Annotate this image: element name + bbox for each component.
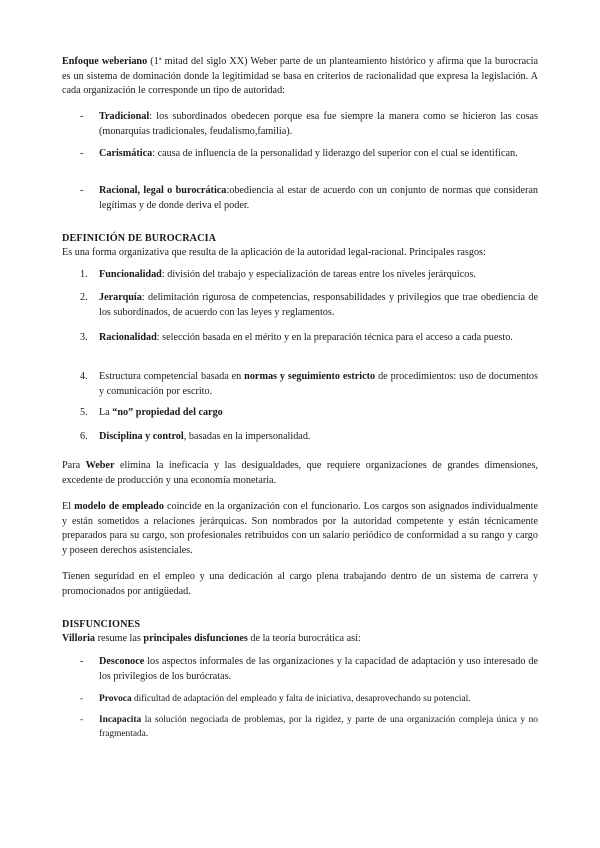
weber-paragraph: Para Weber elimina la ineficacia y las desigualdades, que requiere organizaciones de grandes dimensiones, excedente de producción y una economía monetaria. <box>62 460 539 486</box>
trait-item: 5. La “no” propiedad del cargo <box>80 407 223 418</box>
authority-item-rational: - Racional, legal o burocrática:obediencia al estar de acuerdo con un conjunto de normas que consideran legítimas y de donde deriva el poder. <box>80 185 538 211</box>
authority-item-charismatic: - Carismática: causa de influencia de la personalidad y liderazgo del superior con el cual se identifican. <box>80 148 518 159</box>
dysfunctions-heading: DISFUNCIONES <box>62 619 141 630</box>
dysfunction-item: - Incapacita la solución negociada de problemas, por la rigidez, y parte de una organización compleja única y no fragmentada. <box>80 715 538 740</box>
trait-item: 3. Racionalidad: selección basada en el mérito y en la preparación técnica para el acceso a cada puesto. <box>80 332 513 343</box>
definition-heading: DEFINICIÓN DE BUROCRACIA <box>62 233 217 244</box>
employee-model-paragraph: El modelo de empleado coincide en la organización con el funcionario. Los cargos son asignados individualmente y están sometidos a relaciones jerárquicas. Son nombrados por la autoridad competente y están técnicamente preparados para su cargo, son profesionales retribuidos con un salario periódico de conformidad a su rango y cargo y poseen derechos asistenciales. <box>62 501 538 556</box>
dysfunctions-intro: Villoria resume las principales disfunciones de la teoría burocrática así: <box>62 633 361 644</box>
intro-bold: Enfoque weberiano <box>62 56 148 67</box>
security-paragraph: Tienen seguridad en el empleo y una dedicación al cargo plena trabajando dentro de un sistema de carrera y promocionados por antigüedad. <box>62 571 538 597</box>
trait-item: 6. Disciplina y control, basadas en la impersonalidad. <box>80 431 311 442</box>
trait-item: 2. Jerarquía: delimitación rigurosa de competencias, responsabilidades y privilegios que trae obediencia de los subordinados, de acuerdo con las leyes y reglamentos. <box>80 292 538 318</box>
dysfunction-item: - Desconoce los aspectos informales de las organizaciones y la capacidad de adaptación y uso interesado de los privilegios de los burócratas. <box>80 656 538 682</box>
intro-paragraph <box>62 55 538 99</box>
intro-text: (1ª mitad del siglo XX) Weber parte de un planteamiento histórico y afirma que la burocracia es un sistema de dominación donde la legitimidad se basa en criterios de racionalidad que expresa la legislación. A cada organización le corresponde un tipo de autoridad: <box>62 56 538 97</box>
trait-item: 4. Estructura competencial basada en normas y seguimiento estricto de procedimientos: uso de documentos y comunicación por escrito. <box>80 371 538 397</box>
dysfunction-item: - Provoca dificultad de adaptación del empleado y falta de iniciativa, desaprovechando su potencial. <box>80 694 471 704</box>
authority-item-traditional: - Tradicional: los subordinados obedecen porque esa fue siempre la manera como se hicieron las cosas (monarquías tradicionales, feudalismo,familia). <box>80 111 538 137</box>
trait-item: 1. Funcionalidad: división del trabajo y especialización de tareas entre los niveles jerárquicos. <box>80 269 476 280</box>
definition-text: Es una forma organizativa que resulta de la aplicación de la autoridad legal-racional. Principales rasgos: <box>62 247 486 258</box>
